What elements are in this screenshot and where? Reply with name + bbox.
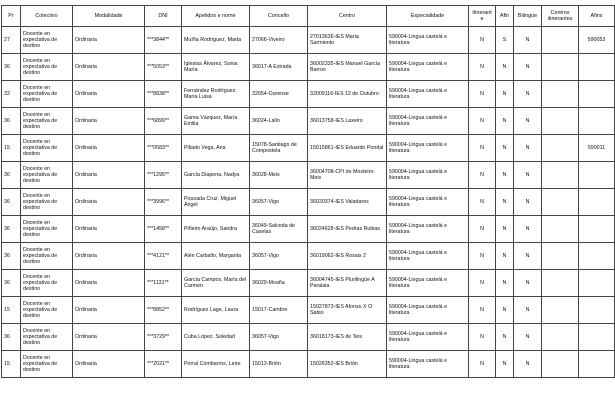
cell-dni: ***2021** xyxy=(145,351,182,378)
cell-centros-itinerantes xyxy=(542,216,579,243)
cell-modalidade: Ordinaria xyxy=(73,162,145,189)
cell-itinerante: N xyxy=(469,189,496,216)
cell-apelidos-nome: Fernández Rodríguez, María Luisa xyxy=(182,81,250,108)
cell-bilingue: N xyxy=(514,216,542,243)
cell-itinerante: N xyxy=(469,27,496,54)
cell-afin: N xyxy=(496,297,514,324)
cell-centro: 36018173-IES de Teis xyxy=(308,324,387,351)
header-centros-itinerantes: Centros itinerantes xyxy=(542,6,579,27)
cell-concello: 15013-Brión xyxy=(250,351,308,378)
cell-afins xyxy=(579,351,615,378)
cell-pr: 27 xyxy=(2,27,21,54)
cell-modalidade: Ordinaria xyxy=(73,351,145,378)
cell-bilingue: N xyxy=(514,270,542,297)
cell-afins xyxy=(579,324,615,351)
cell-centro: 36004745-IES Plurilingüe A Paralaia xyxy=(308,270,387,297)
table-row xyxy=(2,135,615,162)
table-row xyxy=(2,216,615,243)
table-row xyxy=(2,270,615,297)
cell-itinerante: N xyxy=(469,162,496,189)
cell-bilingue: N xyxy=(514,27,542,54)
cell-centros-itinerantes xyxy=(542,297,579,324)
cell-pr: 36 xyxy=(2,162,21,189)
table-body xyxy=(2,27,615,378)
cell-concello: 36028-Meis xyxy=(250,162,308,189)
cell-dni: ***0583** xyxy=(145,135,182,162)
cell-modalidade: Ordinaria xyxy=(73,216,145,243)
header-row xyxy=(2,6,615,27)
assignment-table-sheet xyxy=(1,5,614,378)
cell-pr: 36 xyxy=(2,216,21,243)
cell-concello: 36057-Vigo xyxy=(250,243,308,270)
header-concello: Concello xyxy=(250,6,308,27)
cell-bilingue: N xyxy=(514,162,542,189)
cell-pr: 15 xyxy=(2,297,21,324)
cell-afin: N xyxy=(496,162,514,189)
cell-afins xyxy=(579,108,615,135)
cell-especialidade: 590004-Lingua castelá e literatura xyxy=(387,189,469,216)
cell-dni: ***5053** xyxy=(145,54,182,81)
cell-apelidos-nome: Pousada Cruz, Miguel Ángel xyxy=(182,189,250,216)
table-row xyxy=(2,351,615,378)
cell-especialidade: 590004-Lingua castelá e literatura xyxy=(387,27,469,54)
cell-bilingue: N xyxy=(514,108,542,135)
cell-afin: N xyxy=(496,216,514,243)
cell-afin: S xyxy=(496,27,514,54)
table-row xyxy=(2,243,615,270)
cell-itinerante: N xyxy=(469,297,496,324)
cell-afins xyxy=(579,81,615,108)
cell-centros-itinerantes xyxy=(542,162,579,189)
cell-centro: 36002335-IES Manuel García Barros xyxy=(308,54,387,81)
cell-pr: 36 xyxy=(2,189,21,216)
header-centro: Centro xyxy=(308,6,387,27)
cell-afins xyxy=(579,297,615,324)
cell-apelidos-nome: Porral Combarros, Leire xyxy=(182,351,250,378)
header-itinerante: Itinerante xyxy=(469,6,496,27)
cell-bilingue: N xyxy=(514,54,542,81)
cell-dni: ***8838** xyxy=(145,81,182,108)
table-row xyxy=(2,27,615,54)
cell-centro: 27013636-IES María Sarmiento xyxy=(308,27,387,54)
cell-afin: N xyxy=(496,81,514,108)
cell-especialidade: 590004-Lingua castelá e literatura xyxy=(387,243,469,270)
cell-especialidade: 590004-Lingua castelá e literatura xyxy=(387,297,469,324)
cell-bilingue: N xyxy=(514,135,542,162)
cell-pr: 15 xyxy=(2,351,21,378)
header-afins: Afins xyxy=(579,6,615,27)
cell-afins: 590011 xyxy=(579,135,615,162)
cell-bilingue: N xyxy=(514,297,542,324)
cell-centros-itinerantes xyxy=(542,324,579,351)
cell-apelidos-nome: Iglesias Álvarez, Sonia María xyxy=(182,54,250,81)
table-row xyxy=(2,81,615,108)
cell-dni: ***1458** xyxy=(145,216,182,243)
cell-dni: ***8852** xyxy=(145,297,182,324)
header-pr: Pr xyxy=(2,6,21,27)
cell-itinerante: N xyxy=(469,216,496,243)
cell-bilingue: N xyxy=(514,189,542,216)
cell-colectivo: Docente en expectativa de destino xyxy=(21,81,73,108)
cell-pr: 32 xyxy=(2,81,21,108)
cell-centro: 36024628-IES Pedras Rubias xyxy=(308,216,387,243)
cell-itinerante: N xyxy=(469,324,496,351)
header-colectivo: Colectivo xyxy=(21,6,73,27)
cell-dni: ***4121** xyxy=(145,243,182,270)
cell-concello: 36017-A Estrada xyxy=(250,54,308,81)
cell-centros-itinerantes xyxy=(542,243,579,270)
cell-colectivo: Docente en expectativa de destino xyxy=(21,243,73,270)
cell-apelidos-nome: Muíña Rodríguez, Marta xyxy=(182,27,250,54)
cell-colectivo: Docente en expectativa de destino xyxy=(21,108,73,135)
cell-pr: 36 xyxy=(2,270,21,297)
cell-pr: 36 xyxy=(2,243,21,270)
cell-afin: N xyxy=(496,270,514,297)
cell-afins xyxy=(579,54,615,81)
header-apelidos-nome: Apelidos e nome xyxy=(182,6,250,27)
cell-bilingue: N xyxy=(514,81,542,108)
cell-concello: 27066-Viveiro xyxy=(250,27,308,54)
cell-especialidade: 590004-Lingua castelá e literatura xyxy=(387,351,469,378)
cell-dni: ***3729** xyxy=(145,324,182,351)
table-row xyxy=(2,189,615,216)
cell-itinerante: N xyxy=(469,270,496,297)
cell-apelidos-nome: García Diapena, Nadya xyxy=(182,162,250,189)
cell-modalidade: Ordinaria xyxy=(73,189,145,216)
cell-itinerante: N xyxy=(469,351,496,378)
cell-dni: ***6899** xyxy=(145,108,182,135)
cell-itinerante: N xyxy=(469,243,496,270)
cell-concello: 36057-Vigo xyxy=(250,324,308,351)
cell-afins xyxy=(579,189,615,216)
cell-centro: 15026352-IES Brión xyxy=(308,351,387,378)
cell-itinerante: N xyxy=(469,135,496,162)
cell-afin: N xyxy=(496,351,514,378)
cell-colectivo: Docente en expectativa de destino xyxy=(21,27,73,54)
cell-afins xyxy=(579,243,615,270)
cell-itinerante: N xyxy=(469,108,496,135)
cell-bilingue: N xyxy=(514,351,542,378)
cell-especialidade: 590004-Lingua castelá e literatura xyxy=(387,162,469,189)
cell-centros-itinerantes xyxy=(542,189,579,216)
cell-concello: 32054-Ourense xyxy=(250,81,308,108)
cell-concello: 36024-Lalín xyxy=(250,108,308,135)
cell-centro: 36013758-IES Laxeiro xyxy=(308,108,387,135)
cell-pr: 36 xyxy=(2,54,21,81)
table-row xyxy=(2,162,615,189)
cell-afin: N xyxy=(496,54,514,81)
cell-pr: 15 xyxy=(2,135,21,162)
cell-itinerante: N xyxy=(469,54,496,81)
cell-centro: 15015861-IES Eduardo Pondal xyxy=(308,135,387,162)
cell-modalidade: Ordinaria xyxy=(73,243,145,270)
cell-afins xyxy=(579,216,615,243)
cell-centro: 36004708-CPI de Mosteiro-Meis xyxy=(308,162,387,189)
cell-especialidade: 590004-Lingua castelá e literatura xyxy=(387,324,469,351)
cell-concello: 15078-Santiago de Compostela xyxy=(250,135,308,162)
cell-especialidade: 590004-Lingua castelá e literatura xyxy=(387,81,469,108)
cell-concello: 15017-Cambre xyxy=(250,297,308,324)
cell-especialidade: 590004-Lingua castelá e literatura xyxy=(387,216,469,243)
cell-modalidade: Ordinaria xyxy=(73,270,145,297)
cell-afin: N xyxy=(496,324,514,351)
table-row xyxy=(2,324,615,351)
cell-colectivo: Docente en expectativa de destino xyxy=(21,351,73,378)
cell-modalidade: Ordinaria xyxy=(73,108,145,135)
cell-centro: 32009116-IES 12 de Outubro xyxy=(308,81,387,108)
cell-modalidade: Ordinaria xyxy=(73,27,145,54)
cell-apelidos-nome: Rodríguez Lage, Laura xyxy=(182,297,250,324)
cell-centros-itinerantes xyxy=(542,270,579,297)
cell-colectivo: Docente en expectativa de destino xyxy=(21,270,73,297)
cell-colectivo: Docente en expectativa de destino xyxy=(21,297,73,324)
cell-afin: N xyxy=(496,243,514,270)
cell-apelidos-nome: Piliado Vega, Ana xyxy=(182,135,250,162)
cell-especialidade: 590004-Lingua castelá e literatura xyxy=(387,135,469,162)
cell-apelidos-nome: Piñeiro Araújo, Sandra xyxy=(182,216,250,243)
cell-modalidade: Ordinaria xyxy=(73,135,145,162)
cell-afins: 590053 xyxy=(579,27,615,54)
cell-centros-itinerantes xyxy=(542,135,579,162)
cell-afin: N xyxy=(496,135,514,162)
table-row xyxy=(2,54,615,81)
header-dni: DNI xyxy=(145,6,182,27)
cell-centro: 36020374-IES Valadares xyxy=(308,189,387,216)
cell-concello: 36029-Moaña xyxy=(250,270,308,297)
cell-dni: ***3844** xyxy=(145,27,182,54)
cell-colectivo: Docente en expectativa de destino xyxy=(21,216,73,243)
cell-concello: 36049-Salceda de Caselas xyxy=(250,216,308,243)
cell-concello: 36057-Vigo xyxy=(250,189,308,216)
cell-pr: 36 xyxy=(2,324,21,351)
cell-afins xyxy=(579,162,615,189)
cell-apelidos-nome: Cuba López, Soledad xyxy=(182,324,250,351)
cell-dni: ***1131** xyxy=(145,270,182,297)
cell-modalidade: Ordinaria xyxy=(73,81,145,108)
header-modalidade: Modalidade xyxy=(73,6,145,27)
cell-afin: N xyxy=(496,189,514,216)
cell-centros-itinerantes xyxy=(542,351,579,378)
cell-apelidos-nome: Alén Carballo, Margarita xyxy=(182,243,250,270)
cell-colectivo: Docente en expectativa de destino xyxy=(21,135,73,162)
cell-dni: ***1295** xyxy=(145,162,182,189)
cell-centro: 36019062-IES Rosais 2 xyxy=(308,243,387,270)
cell-colectivo: Docente en expectativa de destino xyxy=(21,162,73,189)
cell-centros-itinerantes xyxy=(542,27,579,54)
cell-colectivo: Docente en expectativa de destino xyxy=(21,189,73,216)
header-bilingue: Bilingüe xyxy=(514,6,542,27)
cell-apelidos-nome: García Campos, María del Carmen xyxy=(182,270,250,297)
header-afin: Afin xyxy=(496,6,514,27)
cell-itinerante: N xyxy=(469,81,496,108)
cell-modalidade: Ordinaria xyxy=(73,324,145,351)
cell-pr: 36 xyxy=(2,108,21,135)
cell-centros-itinerantes xyxy=(542,81,579,108)
cell-bilingue: N xyxy=(514,324,542,351)
table-row xyxy=(2,108,615,135)
cell-modalidade: Ordinaria xyxy=(73,54,145,81)
cell-especialidade: 590004-Lingua castelá e literatura xyxy=(387,108,469,135)
assignment-table xyxy=(1,5,615,378)
cell-colectivo: Docente en expectativa de destino xyxy=(21,54,73,81)
cell-centros-itinerantes xyxy=(542,108,579,135)
cell-afin: N xyxy=(496,108,514,135)
cell-centro: 15027873-IES Afonso X O Sabio xyxy=(308,297,387,324)
cell-colectivo: Docente en expectativa de destino xyxy=(21,324,73,351)
cell-afins xyxy=(579,270,615,297)
cell-dni: ***3996** xyxy=(145,189,182,216)
cell-apelidos-nome: Garea Vázquez, María Emilia xyxy=(182,108,250,135)
cell-especialidade: 590004-Lingua castelá e literatura xyxy=(387,270,469,297)
cell-bilingue: N xyxy=(514,243,542,270)
table-row xyxy=(2,297,615,324)
header-especialidade: Especialidade xyxy=(387,6,469,27)
cell-modalidade: Ordinaria xyxy=(73,297,145,324)
cell-especialidade: 590004-Lingua castelá e literatura xyxy=(387,54,469,81)
cell-centros-itinerantes xyxy=(542,54,579,81)
